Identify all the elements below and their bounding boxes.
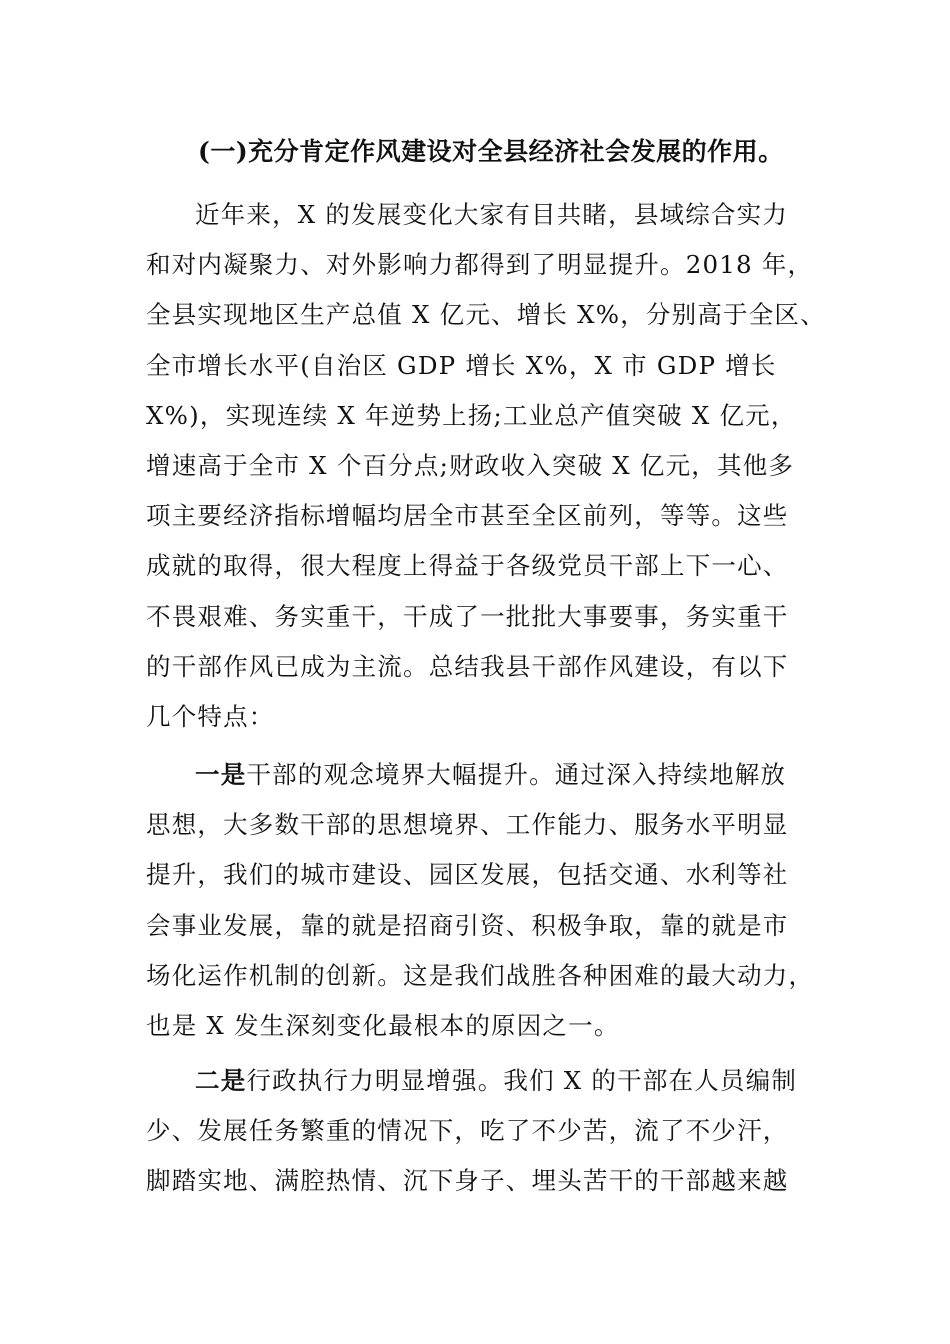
paragraph-line: X%)，实现连续 X 年逆势上扬;工业总产值突破 X 亿元， xyxy=(146,400,797,430)
section-heading: (一)充分肯定作风建设对全县经济社会发展的作用。 xyxy=(198,137,784,166)
paragraph-line: 成就的取得，很大程度上得益于各级党员干部上下一心、 xyxy=(146,551,789,581)
paragraph-first-line xyxy=(146,755,806,805)
paragraph-line: 少、发展任务繁重的情况下，吃了不少苦，流了不少汗， xyxy=(146,1116,789,1146)
paragraph-line: 和对内凝聚力、对外影响力都得到了明显提升。2018 年， xyxy=(146,250,814,280)
paragraph-line: 会事业发展，靠的就是招商引资、积极争取，靠的就是市 xyxy=(146,910,789,940)
paragraph-line: 近年来，X 的发展变化大家有目共睹，县域综合实力 xyxy=(195,200,789,229)
paragraph-line: 不畏艰难、务实重干，干成了一批批大事要事，务实重干 xyxy=(146,601,789,631)
paragraph-line: 场化运作机制的创新。这是我们战胜各种困难的最大动力， xyxy=(146,960,815,990)
paragraph-line: 思想，大多数干部的思想境界、工作能力、服务水平明显 xyxy=(146,810,789,840)
paragraph-line: 全县实现地区生产总值 X 亿元、增长 X%，分别高于全区、 xyxy=(146,300,826,330)
paragraph-point-two xyxy=(146,1061,806,1212)
paragraph-line: 提升，我们的城市建设、园区发展，包括交通、水利等社 xyxy=(146,860,789,890)
paragraph-line: 全市增长水平(自治区 GDP 增长 X%，X 市 GDP 增长 xyxy=(146,350,777,380)
paragraph-point-one xyxy=(146,755,815,1056)
point-lead: 二是 xyxy=(195,1066,247,1095)
paragraph-line: 也是 X 发生深刻变化最根本的原因之一。 xyxy=(146,1010,620,1040)
paragraph-line: 几个特点： xyxy=(146,701,275,731)
paragraph-first-line xyxy=(146,1061,806,1111)
point-text: 行政执行力明显增强。我们 X 的干部在人员编制 xyxy=(246,1066,798,1095)
point-lead: 一是 xyxy=(195,760,247,789)
paragraph-line: 项主要经济指标增幅均居全市甚至全区前列，等等。这些 xyxy=(146,501,789,531)
paragraph-line: 的干部作风已成为主流。总结我县干部作风建设，有以下 xyxy=(146,651,789,681)
paragraph-line: 增速高于全市 X 个百分点;财政收入突破 X 亿元，其他多 xyxy=(146,450,795,480)
paragraph-line: 脚踏实地、满腔热情、沉下身子、埋头苦干的干部越来越 xyxy=(146,1166,789,1196)
point-text: 干部的观念境界大幅提升。通过深入持续地解放 xyxy=(246,760,787,789)
paragraph-achievements xyxy=(146,195,826,747)
